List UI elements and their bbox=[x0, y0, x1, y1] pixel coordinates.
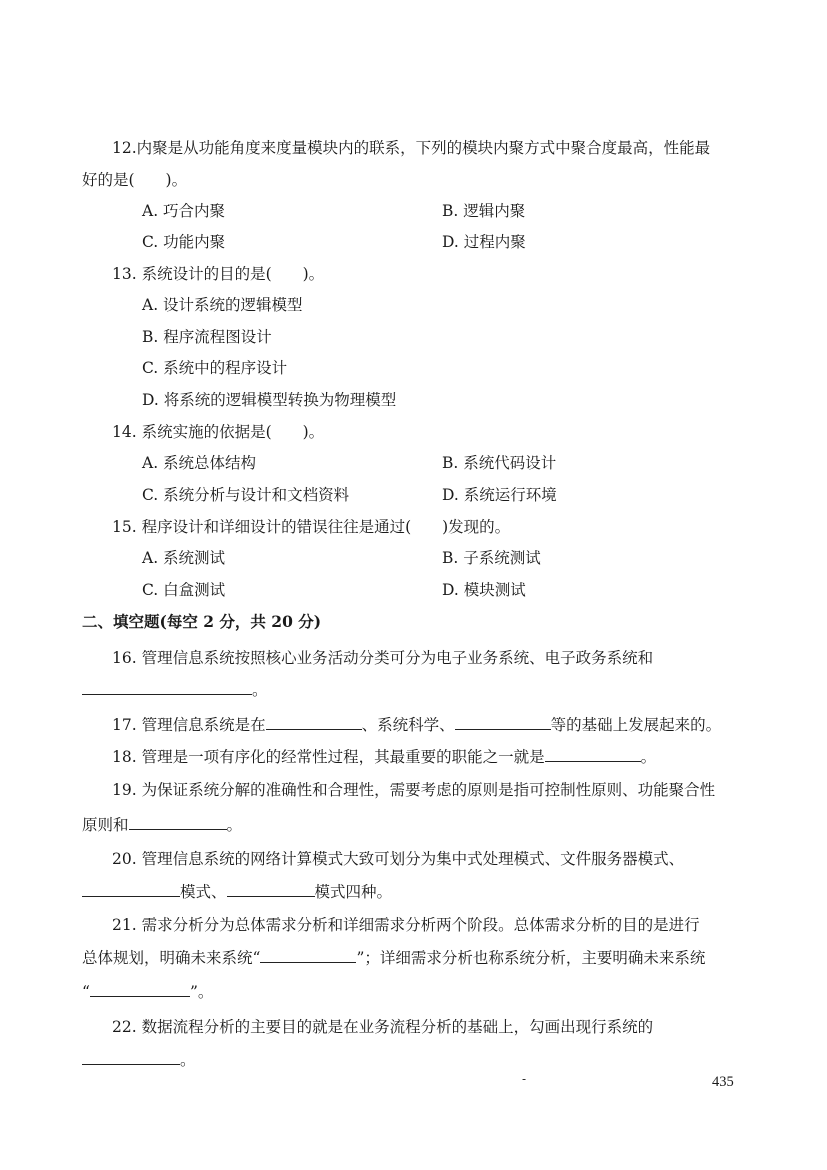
q21-line3: “ ”。 bbox=[82, 983, 214, 1001]
q14-option-d: D. 系统运行环境 bbox=[442, 486, 557, 504]
q12-option-b: B. 逻辑内聚 bbox=[442, 202, 526, 220]
q15-option-b: B. 子系统测试 bbox=[442, 549, 541, 567]
answer-blank[interactable] bbox=[545, 747, 641, 762]
q15-option-c: C. 白盒测试 bbox=[142, 581, 226, 599]
q20-answer-line: 模式、 模式四种。 bbox=[82, 882, 392, 902]
q14-option-c: C. 系统分析与设计和文档资料 bbox=[142, 486, 350, 504]
answer-blank[interactable] bbox=[129, 815, 227, 830]
q20-stem: 20. 管理信息系统的网络计算模式大致可划分为集中式处理模式、文件服务器模式、 bbox=[112, 850, 685, 868]
answer-blank[interactable] bbox=[82, 680, 252, 695]
q14-option-b: B. 系统代码设计 bbox=[442, 454, 557, 472]
page-number: 435 bbox=[712, 1074, 734, 1090]
section-heading-fill-blank: 二、填空题(每空 2 分，共 20 分) bbox=[82, 612, 322, 631]
q22-answer-line: 。 bbox=[82, 1050, 196, 1070]
answer-blank[interactable] bbox=[266, 715, 362, 730]
q12-stem-line2: 好的是( )。 bbox=[82, 171, 188, 189]
q13-option-b: B. 程序流程图设计 bbox=[142, 328, 272, 346]
q19-stem: 19. 为保证系统分解的准确性和合理性，需要考虑的原则是指可控制性原则、功能聚合性 bbox=[112, 781, 716, 799]
q13-option-a: A. 设计系统的逻辑模型 bbox=[142, 296, 303, 314]
q14-option-a: A. 系统总体结构 bbox=[142, 454, 257, 472]
answer-blank[interactable] bbox=[227, 882, 315, 897]
q13-option-c: C. 系统中的程序设计 bbox=[142, 359, 288, 377]
answer-blank[interactable] bbox=[82, 1050, 180, 1065]
q12-option-d: D. 过程内聚 bbox=[442, 233, 526, 251]
q16-answer-line: 。 bbox=[82, 680, 268, 700]
q14-stem: 14. 系统实施的依据是( )。 bbox=[112, 423, 325, 441]
q21-stem: 21. 需求分析分为总体需求分析和详细需求分析两个阶段。总体需求分析的目的是进行 bbox=[112, 916, 700, 934]
q13-option-d: D. 将系统的逻辑模型转换为物理模型 bbox=[142, 391, 397, 409]
q19-answer-line: 原则和 。 bbox=[82, 816, 243, 834]
q12-option-a: A. 巧合内聚 bbox=[142, 202, 226, 220]
question-18: 18. 管理是一项有序化的经常性过程，其最重要的职能之一就是 。 bbox=[112, 748, 657, 766]
q15-option-a: A. 系统测试 bbox=[142, 549, 226, 567]
q21-line2: 总体规划，明确未来系统“ ”；详细需求分析也称系统分析，主要明确未来系统 bbox=[82, 949, 706, 967]
q15-stem: 15. 程序设计和详细设计的错误往往是通过( )发现的。 bbox=[112, 518, 511, 536]
q22-stem: 22. 数据流程分析的主要目的就是在业务流程分析的基础上，勾画出现行系统的 bbox=[112, 1018, 654, 1036]
answer-blank[interactable] bbox=[90, 982, 190, 997]
question-17: 17. 管理信息系统是在 、系统科学、 等的基础上发展起来的。 bbox=[112, 716, 722, 734]
q13-stem: 13. 系统设计的目的是( )。 bbox=[112, 265, 325, 283]
q15-option-d: D. 模块测试 bbox=[442, 581, 526, 599]
q12-option-c: C. 功能内聚 bbox=[142, 233, 226, 251]
q12-stem-line1: 12.内聚是从功能角度来度量模块内的联系，下列的模块内聚方式中聚合度最高，性能最 bbox=[112, 139, 711, 157]
footer-mark: - bbox=[522, 1072, 527, 1086]
answer-blank[interactable] bbox=[455, 715, 551, 730]
answer-blank[interactable] bbox=[260, 948, 356, 963]
answer-blank[interactable] bbox=[82, 882, 180, 897]
q16-stem: 16. 管理信息系统按照核心业务活动分类可分为电子业务系统、电子政务系统和 bbox=[112, 649, 654, 667]
